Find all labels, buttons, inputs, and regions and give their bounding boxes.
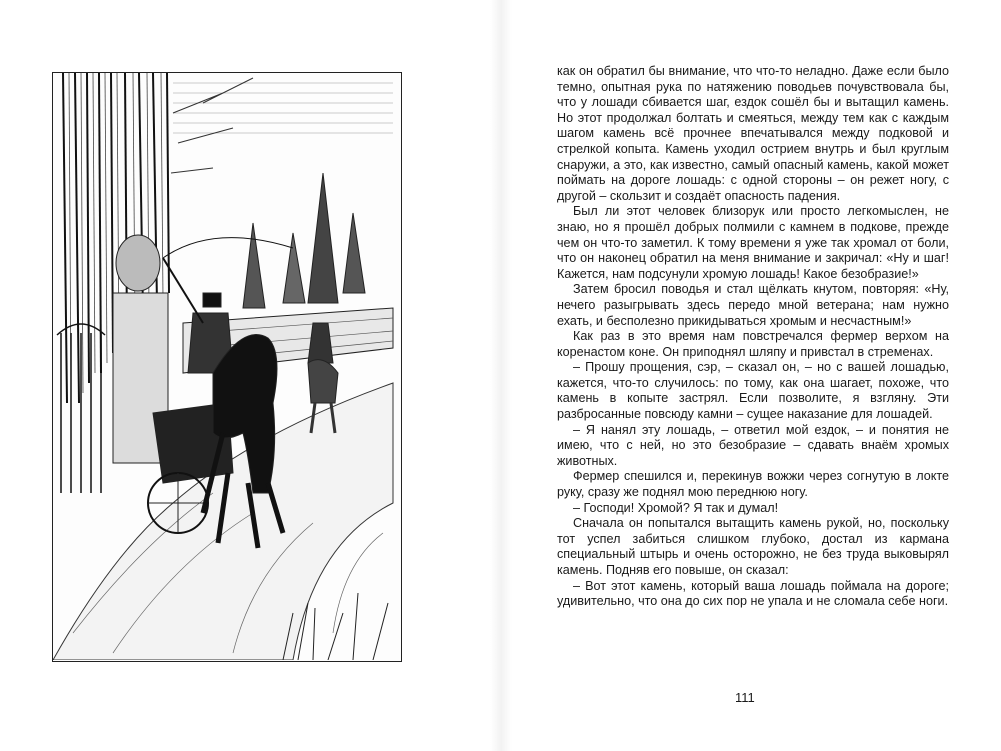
paragraph: Был ли этот человек близорук или просто легкомыслен, не знаю, но я прошёл добрых полмили с камнем в подкове, прежде чем он что-то заметил. К тому времени я уже так хромал от боли, что он наконец обратил на меня внимание и закричал: «Ну и шаг! Кажется, нам подсунули хромую лошадь! Какое безобразие!» [557,204,949,281]
page-number: 111 [735,690,755,705]
paragraph: – Вот этот камень, который ваша лошадь поймала на дороге; удивительно, что она до сих пор не упала и не сломала себе ноги. [557,578,949,609]
paragraph: Как раз в это время нам повстречался фермер верхом на коренастом коне. Он приподнял шляпу и привстал в стременах. [557,329,949,359]
paragraph: Сначала он попытался вытащить камень рукой, но, поскольку тот успел забиться слишком глубоко, достал из кармана специальный штырь и очень осторожно, не без труда выковырял камень. Подняв его повыше, он сказал: [557,516,949,577]
paragraph-continuation: как он обратил бы внимание, что что-то неладно. Даже если было темно, опытная рука по натяжению поводьев почувствовала бы, что у лошади сбивается шаг, ездок сошёл бы и вытащил камень. Но этот продолжал болтать и смеяться, между тем как с каждым шагом камень всё прочнее впечатывался между подковой и стрелкой копыта. Камень уходил острием внутрь и был круглым снаружи, а это, как известно, самый опасный камень, какой может поймать на дороге лошадь: с одной стороны – он режет ногу, с другой – скользит и создаёт опасность падения. [557,64,949,203]
text-column [557,64,949,610]
illustration [52,72,402,662]
paragraph: – Прошу прощения, сэр, – сказал он, – но с вашей лошадью, кажется, что-то случилось: по тому, как она шагает, похоже, что камень в копыте застрял. Если позволите, я взгляну. Эти разбросанные повсюду камни – сущее наказание для лошадей. [557,360,949,422]
paragraph: – Я нанял эту лошадь, – ответил мой ездок, – и понятия не имею, что с ней, но это безобразие – сдавать внаём хромых животных. [557,422,949,468]
paragraph: Затем бросил поводья и стал щёлкать кнутом, повторяя: «Ну, нечего разыгрывать здесь передо мной ветерана; нам нужно ехать, и бесполезно прикидываться хромым и несчастным!» [557,282,949,328]
paragraph: – Господи! Хромой? Я так и думал! [573,500,779,515]
page-gutter [490,0,512,751]
paragraph: Фермер спешился и, перекинув вожжи через согнутую в локте руку, сразу же поднял мою переднюю ногу. [557,469,949,500]
